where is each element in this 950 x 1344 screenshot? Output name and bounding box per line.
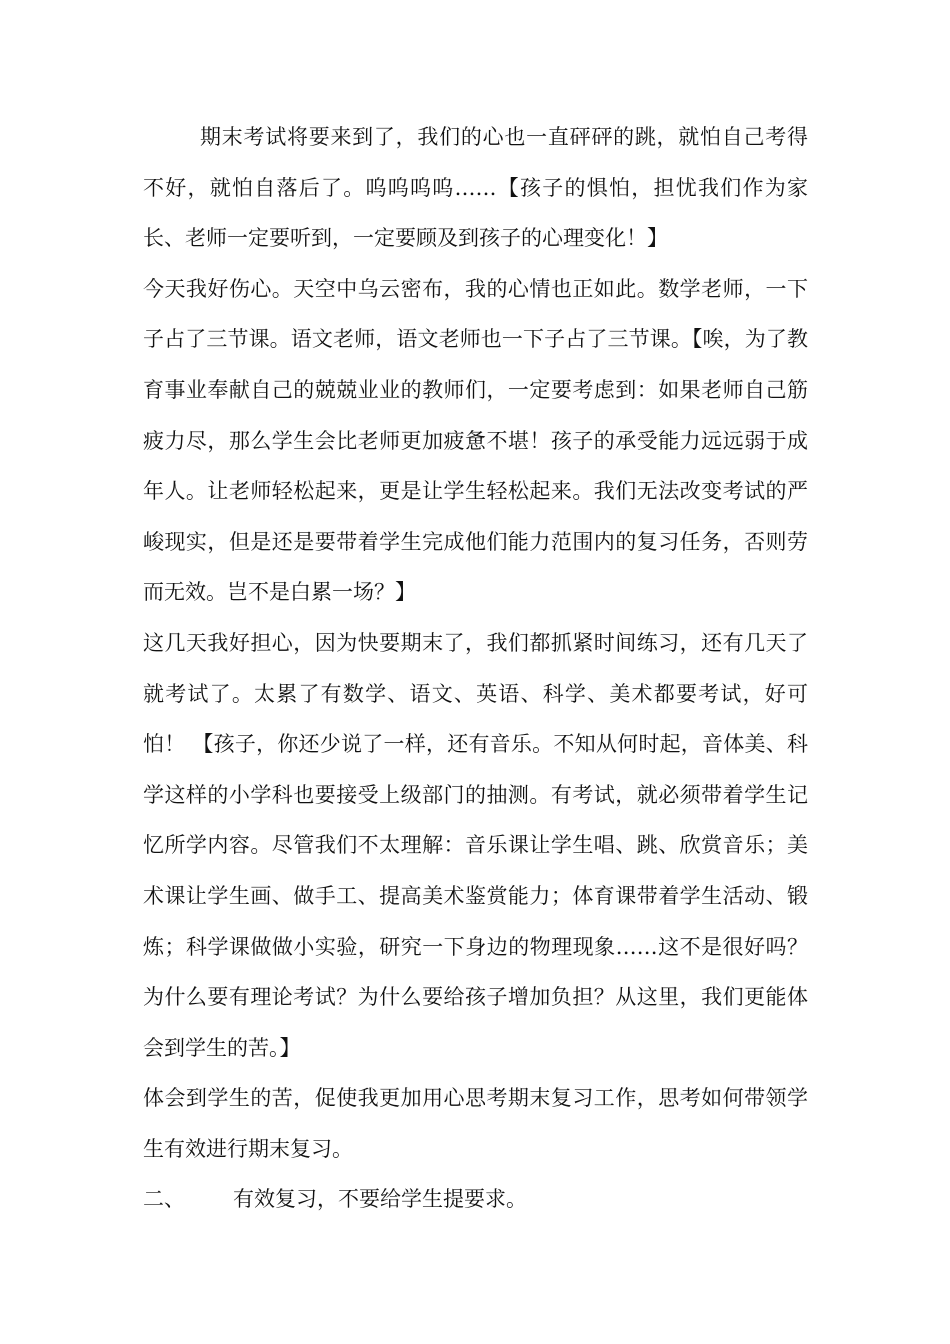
paragraph-4: 体会到学生的苦，促使我更加用心思考期末复习工作，思考如何带领学生有效进行期末复习。 — [143, 1086, 808, 1161]
paragraph-3: 这几天我好担心，因为快要期末了，我们都抓紧时间练习，还有几天了就考试了。太累了有数学、语文、英语、科学、美术都要考试，好可怕！ 【孩子，你还少说了一样，还有音乐。不知从何时起，音体美、科学这样的小学科也要接受上级部门的抽测。有考试，就必须带着学生记忆所学内容。尽管我们不太理解：音乐课让学生唱、跳、欣赏音乐；美术课让学生画、做手工、提高美术鉴赏能力；体育课带着学生活动、锻炼；科学课做做小实验，研究一下身边的物理现象……这不是很好吗？为什么要有理论考试？为什么要给孩子增加负担？从这里，我们更能体会到学生的苦。】 — [143, 630, 808, 1060]
paragraph-1: 期末考试将要来到了，我们的心也一直砰砰的跳，就怕自己考得不好，就怕自落后了。呜呜呜呜……【孩子的惧怕，担忧我们作为家长、老师一定要听到，一定要顾及到孩子的心理变化！】 — [143, 125, 808, 251]
document-body — [143, 112, 808, 1225]
section-heading — [143, 1174, 808, 1225]
section-heading-text: 有效复习，不要给学生提要求。 — [233, 1187, 527, 1212]
paragraph-2: 今天我好伤心。天空中乌云密布，我的心情也正如此。数学老师，一下子占了三节课。语文老师，语文老师也一下子占了三节课。【唉，为了教育事业奉献自己的兢兢业业的教师们，一定要考虑到：如果老师自己筋疲力尽，那么学生会比老师更加疲惫不堪！孩子的承受能力远远弱于成年人。让老师轻松起来，更是让学生轻松起来。我们无法改变考试的严峻现实，但是还是要带着学生完成他们能力范围内的复习任务，否则劳而无效。岂不是白累一场？】 — [143, 276, 808, 605]
section-heading-number: 二、 — [143, 1187, 185, 1212]
